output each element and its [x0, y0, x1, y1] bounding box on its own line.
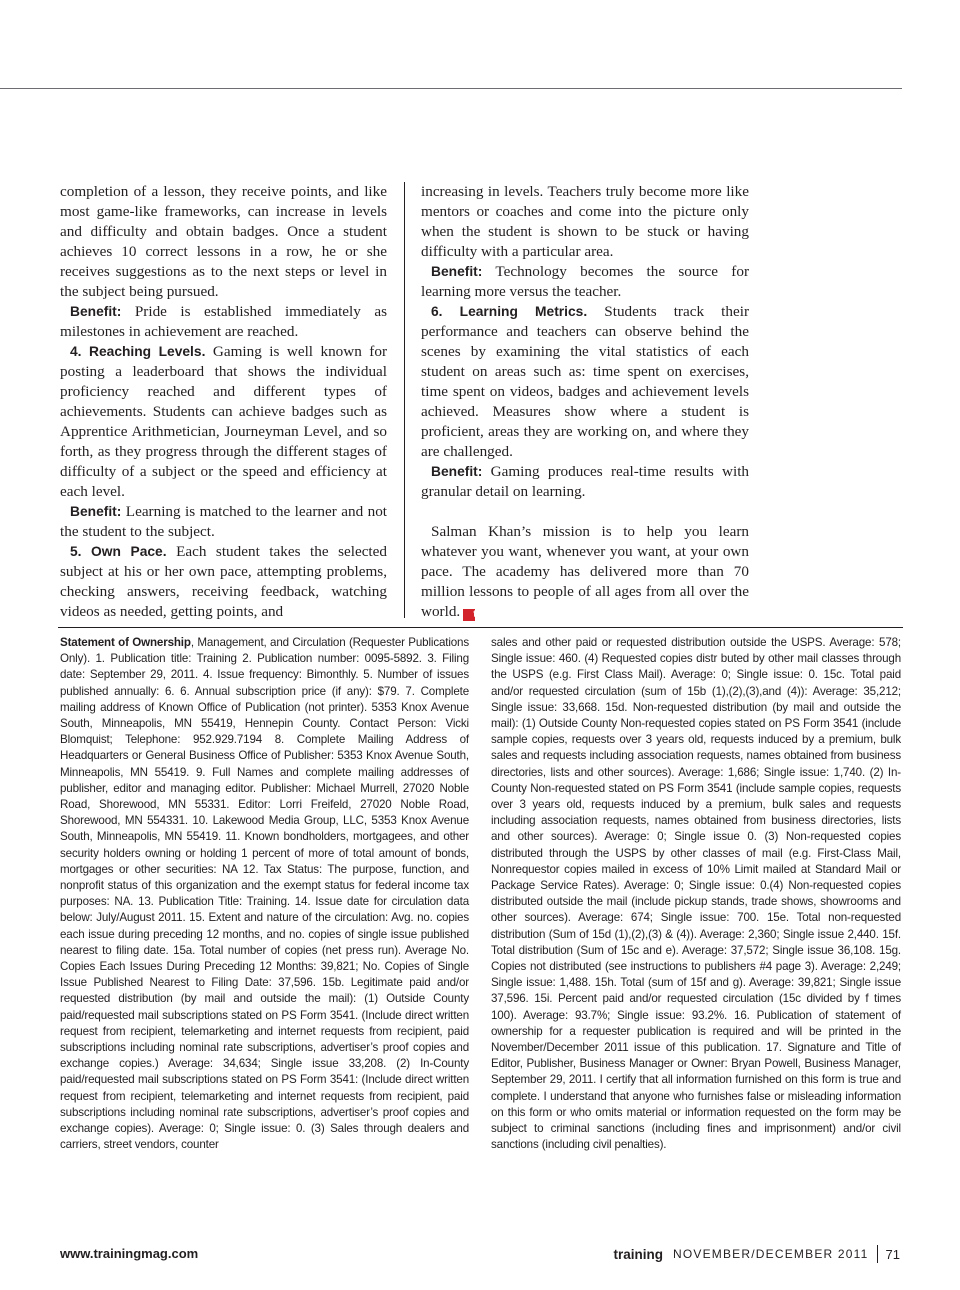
page-number: 71 [885, 1246, 900, 1262]
ownership-statement-left [60, 635, 469, 1154]
benefit-paragraph [60, 302, 387, 342]
statement-lead: Statement of Ownership [60, 636, 191, 649]
footer-separator [877, 1245, 878, 1263]
paragraph: increasing in levels. Teachers truly become more like mentors or coaches and come into the picture only when the student is shown to be stuck or having difficulty with a particular area. [421, 183, 749, 260]
ownership-statement-right [491, 635, 901, 1154]
benefit-paragraph [421, 262, 749, 302]
closing-paragraph [421, 522, 749, 622]
closing-text: Salman Khan’s mission is to help you learn whatever you want, whenever you want, at your own pace. The academy has delivered more than 70 million lessons to people of all ages from all over the world. [421, 523, 749, 620]
footer-issue-date: NOVEMBER/DECEMBER 2011 [672, 1247, 869, 1261]
section-heading: 4. Reaching Levels. [70, 344, 206, 359]
section-paragraph [421, 302, 749, 462]
benefit-text: Pride is established immediately as milestones in achievement are reached. [60, 303, 387, 340]
section-paragraph [60, 542, 387, 622]
section-rule [58, 627, 903, 628]
paragraph-spacer [421, 502, 749, 522]
benefit-text: Gaming produces real-time results with granular detail on learning. [421, 463, 750, 500]
footer-url: www.trainingmag.com [60, 1246, 199, 1261]
column-divider [404, 182, 405, 618]
benefit-label: Benefit: [70, 504, 122, 519]
statement-text: sales and other paid or requested distribution outside the USPS. Average: 578; Single issue: 460. (4) Requested copies distr buted by other mail classes through the USPS (e.g. First Class Mail). Average: 0; Single issue: 0. 15c. Total paid and/or requested circulation (sum of 15b (1),(2),(3),and (4)): Average: 35,212; Single issue: 33,668. 15d. Non-requested distribution (by mail and outside the mail): (1) Outside County Non-requested copies stated on PS Form 3541 (include sample copies, requests over 3 years old, requests induced by a premium, bulk sales and requests including association requests, names obtained from business directories, lists and other sources). Average: 1,686; Single issue: 1,740. (2) In-County Non-requested stated on PS Form 3541 (include sample copies, requests over 3 years old, requests induced by a premium, bulk sales and requests including association requests, names obtained from business directories, lists and other sources). Average: 0; Single issue 0. (3) Non-requested copies distributed through the USPS by other classes of mail (e.g. First-Class Mail, Nonrequestor copies mailed in excess of 10% Limit mailed at Standard Mail or Package Service Rates). Average: 0; Single issue: 0.(4) Non-requested copies distributed outside the mail (include pickup stands, trade shows, showrooms and other sources). Average: 674; Single issue: 700. 15e. Total non-requested distribution (Sum of 15d (1),(2),(3) & (4)). Average: 2,360; Single issue 2,440. 15f. Total distribution (Sum of 15c and e). Average: 37,572; Single issue 36,108. 15g. Copies not distributed (see instructions to publishers #4 page 3). Average: 2,249; Single issue: 1,488. 15h. Total (sum of 15f and g). Average: 39,821; Single issue 37,596. 15i. Percent paid and/or requested circulation (15c divided by f times 100). Average: 93.7%; Single issue: 93.2%. 16. Publication of statement of ownership for a requester publication is required and will be printed in the November/December 2011 issue of this publication. 17. Signature and Title of Editor, Publisher, Business Manager or Owner: Bryan Powell, Business Manager, September 29, 2011. I certify that all information furnished on this form is true and complete. I understand that anyone who furnishes false or misleading information on this form or who omits material or information requested on the form may be subject to criminal sanctions (including fines and imprisonment) and/or civil sanctions (including civil penalties). [491, 636, 901, 1152]
end-of-story-icon: t [463, 609, 475, 621]
section-heading: 5. Own Pace. [70, 544, 167, 559]
benefit-paragraph [421, 462, 749, 502]
benefit-label: Benefit: [70, 304, 122, 319]
footer-brand: training [613, 1246, 663, 1262]
footer-folio [613, 1245, 900, 1263]
statement-paragraph [60, 635, 469, 1154]
article-column-right [421, 182, 749, 622]
benefit-text: Learning is matched to the learner and not the student to the subject. [60, 503, 388, 540]
statement-text: , Management, and Circulation (Requester Publications Only). 1. Publication title: Training 2. Publication number: 0095-5892. 3. Filing date: September 29, 2011. 4. Issue frequency: Bimonthly. 5. Number of issues published annually: 6. 6. Annual subscription price (if any): $79. 7. Complete mailing address of Known Office of Publication (not printer). 5353 Knox Avenue South, Minneapolis, MN 55419, Hennepin County. Contact Person: Vicki Blomquist; Telephone: 952.929.7194 8. Complete Mailing Address of Headquarters or General Business Office of Publisher: 5353 Knox Avenue South, Minneapolis, MN 55419. 9. Full Names and complete mailing addresses of publisher, editor and managing editor. Publisher: Michael Murrell, 27020 Noble Road, Shorewood, MN 55331. Editor: Lorri Freifeld, 27020 Noble Road, Shorewood, MN 554331. 10. Lakewood Media Group, LLC, 5353 Knox Avenue South, Minneapolis, MN 55419. 11. Known bondholders, mortgagees, and other security holders owning or holding 1 percent of more of total amount of bonds, mortgages or other securities: NA 12. Tax Status: The purpose, function, and nonprofit status of this organization and the exempt status for federal income tax purposes: NA. 13. Publication Title: Training. 14. Issue date for circulation data below: July/August 2011. 15. Extent and nature of the circulation: Avg. no. copies each issue during preceding 12 months, and no. copies of single issue published nearest to filing date. 15a. Total number of copies (net press run). Average No. Copies Each Issues During Preceding 12 Months: 39,821; No. Copies of Single Issue Published Nearest to Filing Date: 37,596. 15b. Legitimate paid and/or requested distribution (by mail and outside the mail): (1) Outside County paid/requested mail subscriptions stated on PS Form 3541. (Include direct written request from recipient, telemarketing and internet requests from recipient, paid subscriptions including nominal rate subscriptions, advertiser’s proof copies and exchange copies.) Average: 34,634; Single issue 33,208. (2) In-County paid/requested mail subscriptions stated on PS Form 3541: (Include direct written request from recipient, telemarketing and internet requests from recipient, paid subscriptions including nominal rate subscriptions, advertiser’s proof copies and exchange copies). Average: 0; Single issue: 0. (3) Sales through dealers and carriers, street vendors, counter [60, 636, 469, 1152]
article-column-left [60, 182, 387, 622]
benefit-label: Benefit: [431, 264, 483, 279]
paragraph: completion of a lesson, they receive points, and like most game-like frameworks, can increase in levels and difficulty and obtain badges. Once a student achieves 10 correct lessons in a row, he or she receives suggestions as to the next steps or level in the subject being pursued. [60, 183, 387, 300]
section-text: Each student takes the selected subject at his or her own pace, attempting problems, checking answers, receiving feedback, watching videos as needed, getting points, and [60, 543, 387, 620]
section-paragraph [60, 342, 387, 502]
header-rule [0, 88, 902, 89]
benefit-text: Technology becomes the source for learning more versus the teacher. [421, 263, 750, 300]
benefit-label: Benefit: [431, 464, 483, 479]
section-text: Students track their performance and teachers can observe behind the scenes by examining the vital statistics of each student on areas such as: time spent on exercises, time spent on videos, badges and achievement levels achieved. Measures show where a student is proficient, areas they are working on, and where they are challenged. [421, 303, 749, 460]
section-text: Gaming is well known for posting a leaderboard that shows the individual proficiency reached and different types of achievements. Students can achieve badges such as Apprentice Arithmetician, Journeyman Level, and so forth, as they progress through the different stages of difficulty of a subject or the speed and efficiency at each level. [60, 343, 388, 500]
section-heading: 6. Learning Metrics. [431, 304, 588, 319]
benefit-paragraph [60, 502, 387, 542]
